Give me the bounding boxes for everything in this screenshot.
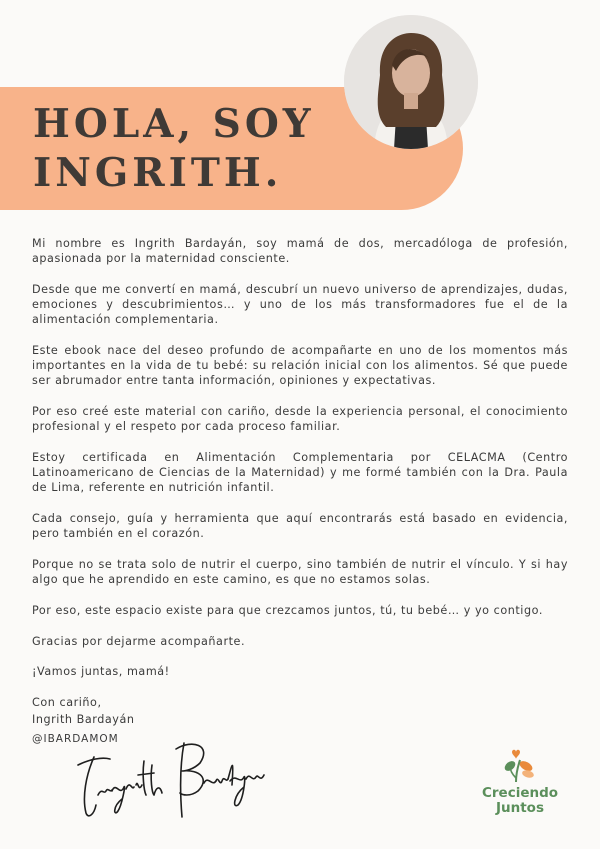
title-line-2: INGRITH. — [33, 150, 283, 196]
letter-body — [32, 236, 568, 743]
sprout-heart-icon — [500, 748, 540, 784]
handwritten-signature — [72, 735, 272, 829]
title-line-1: HOLA, SOY — [33, 101, 315, 147]
paragraph-7: Porque no se trata solo de nutrir el cuerpo, sino también de nutrir el vínculo. Y si hay algo que he aprendido en este camino, es que no estamos solas. — [32, 558, 568, 587]
paragraph-6: Cada consejo, guía y herramienta que aquí encontrarás está basado en evidencia, pero también en el corazón. — [32, 512, 568, 541]
paragraph-4: Por eso creé este material con cariño, desde la experiencia personal, el conocimiento profesional y el respeto por cada proceso familiar. — [32, 405, 568, 434]
author-portrait — [344, 15, 478, 149]
paragraph-2: Desde que me convertí en mamá, descubrí un nuevo universo de aprendizajes, dudas, emociones y descubrimientos… y uno de los más transformadores fue el de la alimentación complementaria. — [32, 282, 568, 327]
paragraph-3: Este ebook nace del deseo profundo de acompañarte en uno de los momentos más importantes en la vida de tu bebé: su relación inicial con los alimentos. Sé que puede ser abrumador entre tanta información, opiniones y expectativas. — [32, 344, 568, 388]
paragraph-5: Estoy certificada en Alimentación Complementaria por CELACMA (Centro Latinoamericano de Ciencias de la Maternidad) y me formé también con la Dra. Paula de Lima, referente en nutrición infantil. — [32, 451, 568, 495]
closing-line: Con cariño, — [32, 696, 102, 710]
paragraph-10: ¡Vamos juntas, mamá! — [32, 665, 170, 679]
paragraph-9: Gracias por dejarme acompañarte. — [32, 634, 246, 648]
brand-name-line-1: Creciendo — [481, 785, 559, 801]
brand-name — [470, 786, 570, 816]
paragraph-1: Mi nombre es Ingrith Bardayán, soy mamá de dos, mercadóloga de profesión, apasionada por la maternidad consciente. — [32, 237, 568, 266]
social-handle: @IBARDAMOM — [32, 733, 119, 745]
brand-name-line-2: Juntos — [495, 800, 544, 816]
closing-name: Ingrith Bardayán — [32, 713, 135, 727]
paragraph-8: Por eso, este espacio existe para que crezcamos juntos, tú, tu bebé… y yo contigo. — [32, 603, 543, 617]
brand-logo — [470, 748, 570, 818]
